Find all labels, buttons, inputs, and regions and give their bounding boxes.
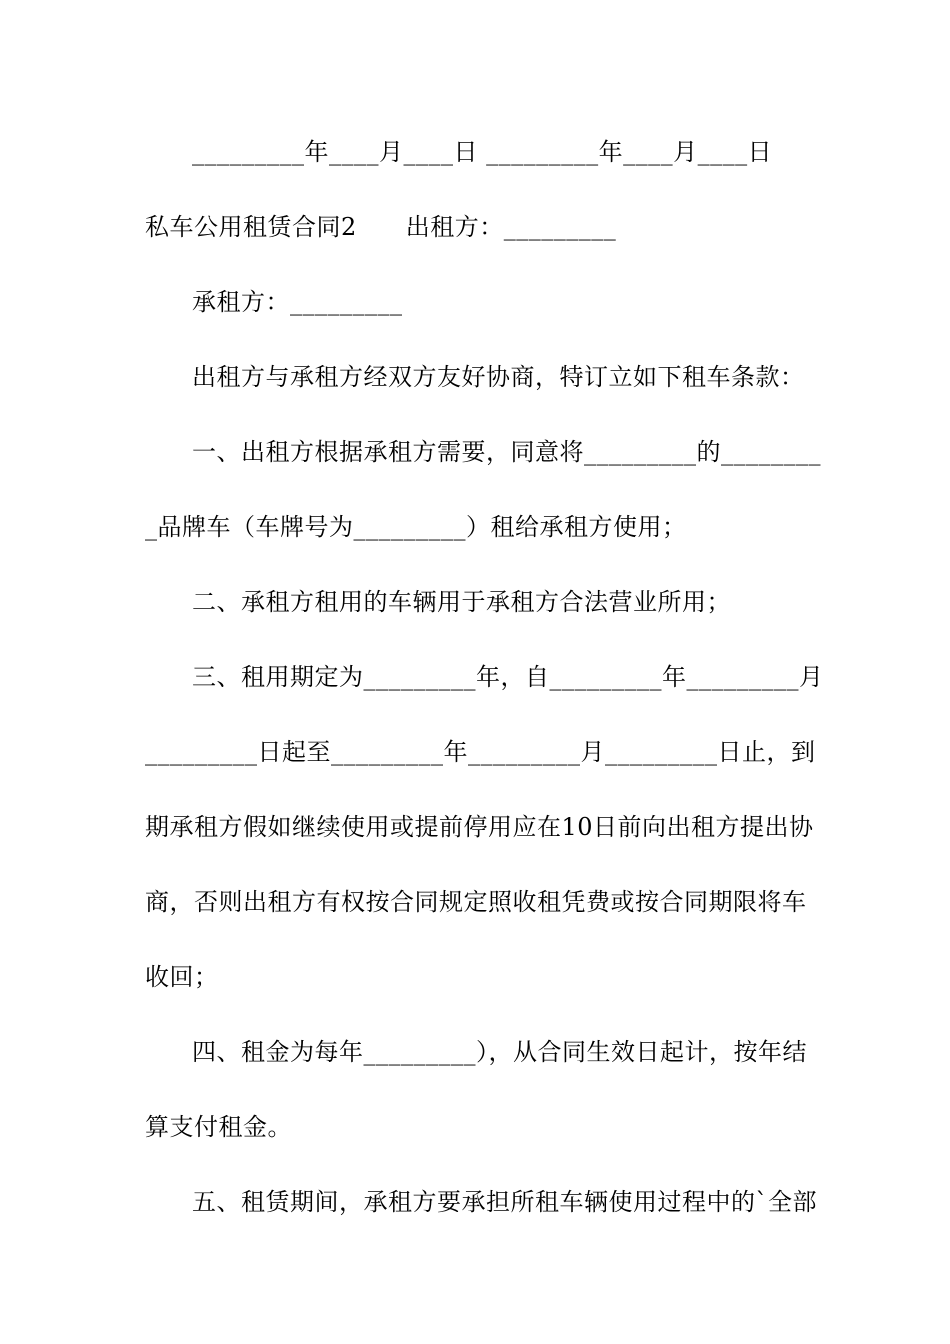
clause-4-line-1: 四、租金为每年_________），从合同生效日起计，按年结 — [192, 1038, 807, 1066]
clause-2-line: 二、承租方租用的车辆用于承租方合法营业所用； — [192, 588, 731, 616]
clause-5-line-1: 五、租赁期间，承租方要承担所租车辆使用过程中的`全部 — [192, 1188, 817, 1216]
signature-date-line: _________年____月____日 _________年____月____日 — [192, 138, 773, 166]
clause-3-line-4: 商，否则出租方有权按合同规定照收租凭费或按合同期限将车 — [145, 888, 807, 916]
clause-3-line-2: _________日起至_________年_________月_________日止，到 — [145, 738, 816, 766]
clause-1-line-2: _品牌车（车牌号为_________）租给承租方使用； — [145, 513, 687, 541]
clause-4-line-2: 算支付租金。 — [145, 1113, 292, 1141]
contract-title-lessor-line: 私车公用租赁合同2 出租方：_________ — [145, 213, 617, 241]
clause-3-line-3: 期承租方假如继续使用或提前停用应在10日前向出租方提出协 — [145, 813, 814, 841]
preamble-paragraph: 出租方与承租方经双方友好协商，特订立如下租车条款： — [192, 363, 805, 391]
clause-3-line-1: 三、租用期定为_________年，自_________年_________月 — [192, 663, 824, 691]
clause-1-line-1: 一、出租方根据承租方需要，同意将_________的________ — [192, 438, 821, 466]
lessee-line: 承租方：_________ — [192, 288, 403, 316]
clause-3-line-5: 收回； — [145, 963, 219, 991]
